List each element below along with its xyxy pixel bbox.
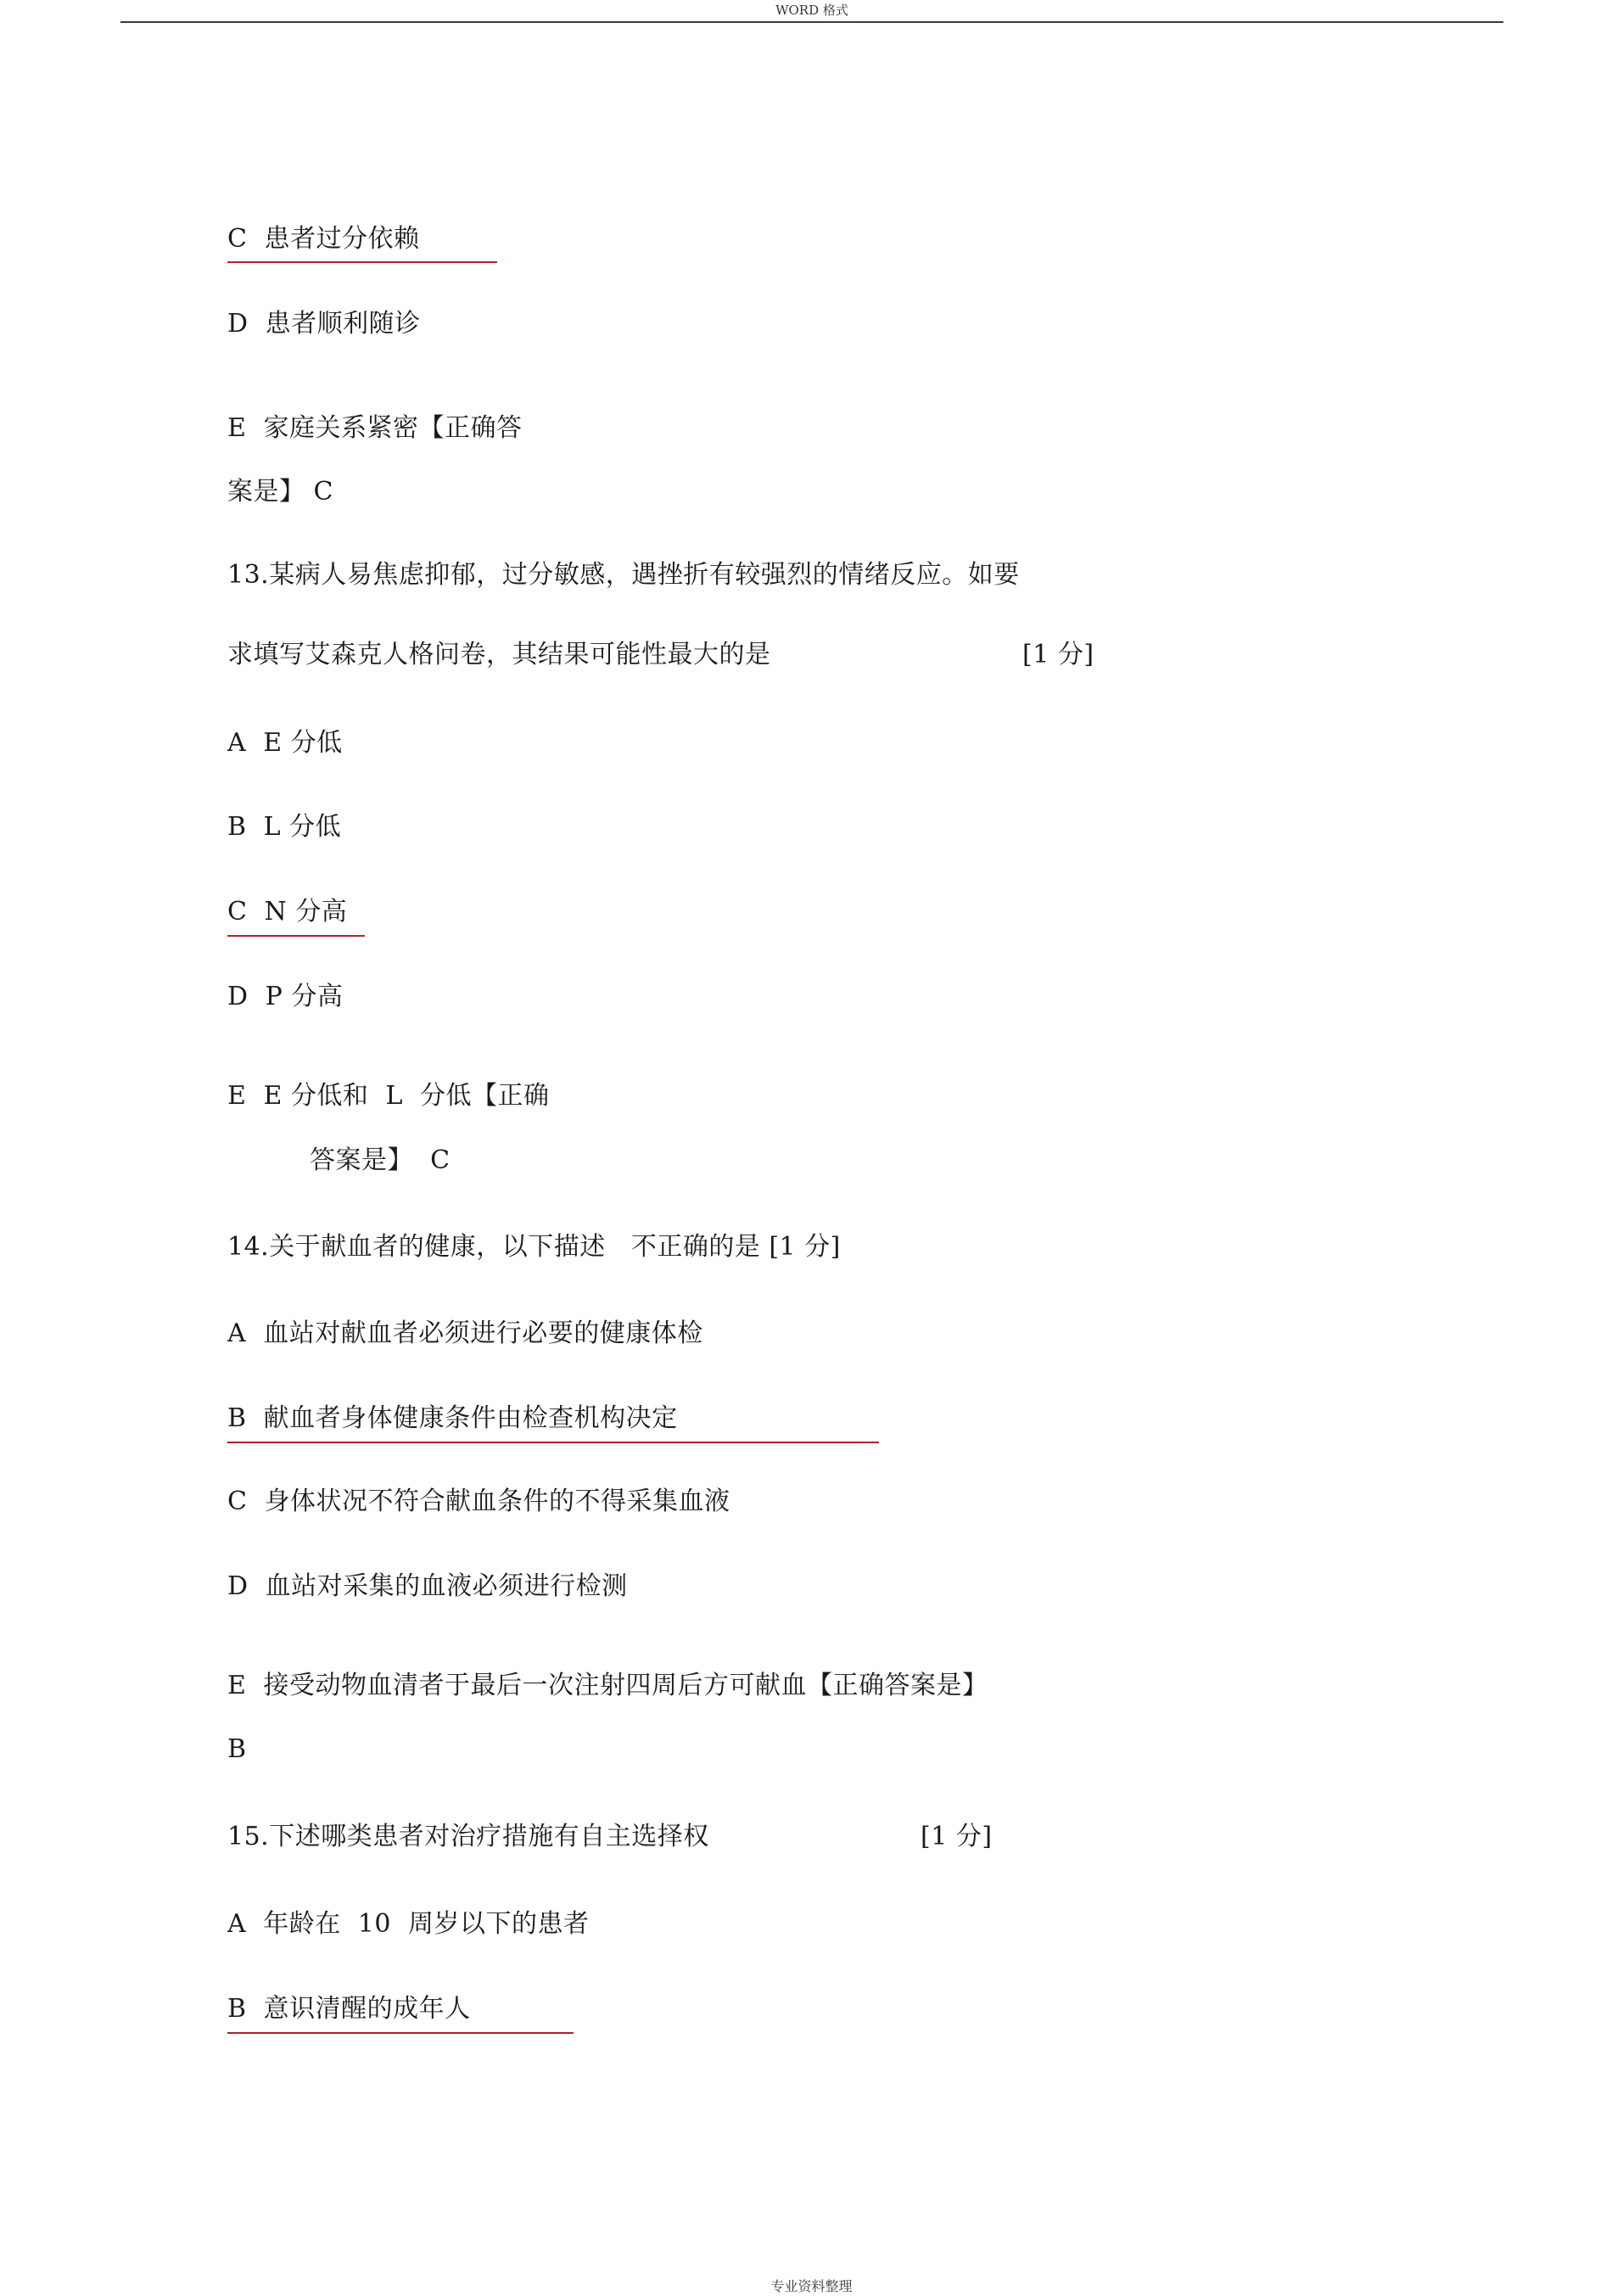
q12-answer: 案是】 C — [227, 477, 333, 507]
q13-option-e: E E 分低和 L 分低【正确 — [227, 1081, 550, 1111]
q15-score: [1 分] — [921, 1822, 993, 1851]
answer-underline-q15 — [227, 2032, 574, 2034]
q15-stem: 15.下述哪类患者对治疗措施有自主选择权 — [227, 1822, 709, 1851]
q14-stem: 14.关于献血者的健康，以下描述 不正确的是 [1 分] — [227, 1232, 841, 1262]
q12-option-c: C 患者过分依赖 — [227, 224, 420, 254]
q13-option-a: A E 分低 — [227, 728, 343, 758]
q12-option-e: E 家庭关系紧密【正确答 — [227, 413, 523, 443]
answer-underline-q14 — [227, 1442, 879, 1443]
q14-option-b: B 献血者身体健康条件由检查机构决定 — [227, 1403, 678, 1433]
q12-option-d: D 患者顺利随诊 — [227, 309, 421, 339]
answer-underline-q13 — [227, 935, 365, 937]
q13-stem-line1: 13.某病人易焦虑抑郁，过分敏感，遇挫折有较强烈的情绪反应。如要 — [227, 560, 1020, 590]
q14-answer: B — [227, 1734, 247, 1764]
page-header — [120, 0, 1503, 23]
q14-option-e: E 接受动物血清者于最后一次注射四周后方可献血【正确答案是】 — [227, 1671, 988, 1700]
answer-underline-q12 — [227, 261, 497, 263]
q13-option-b: B L 分低 — [227, 812, 342, 842]
q13-option-d: D P 分高 — [227, 982, 344, 1011]
footer-text: 专业资料整理 — [770, 2278, 853, 2294]
q13-stem-line2: 求填写艾森克人格问卷，其结果可能性最大的是 — [227, 640, 771, 669]
q13-score: [1 分] — [1022, 640, 1094, 669]
q14-option-a: A 血站对献血者必须进行必要的健康体检 — [227, 1319, 703, 1348]
page-footer — [0, 2276, 1623, 2295]
q14-option-c: C 身体状况不符合献血条件的不得采集血液 — [227, 1487, 730, 1516]
q15-option-b: B 意识清醒的成年人 — [227, 1994, 471, 2024]
header-text: WORD 格式 — [775, 3, 848, 18]
q14-option-d: D 血站对采集的血液必须进行检测 — [227, 1571, 628, 1601]
q13-option-c: C N 分高 — [227, 897, 348, 927]
q15-option-a: A 年龄在 10 周岁以下的患者 — [227, 1909, 590, 1939]
q13-answer: 答案是】 C — [310, 1145, 451, 1175]
